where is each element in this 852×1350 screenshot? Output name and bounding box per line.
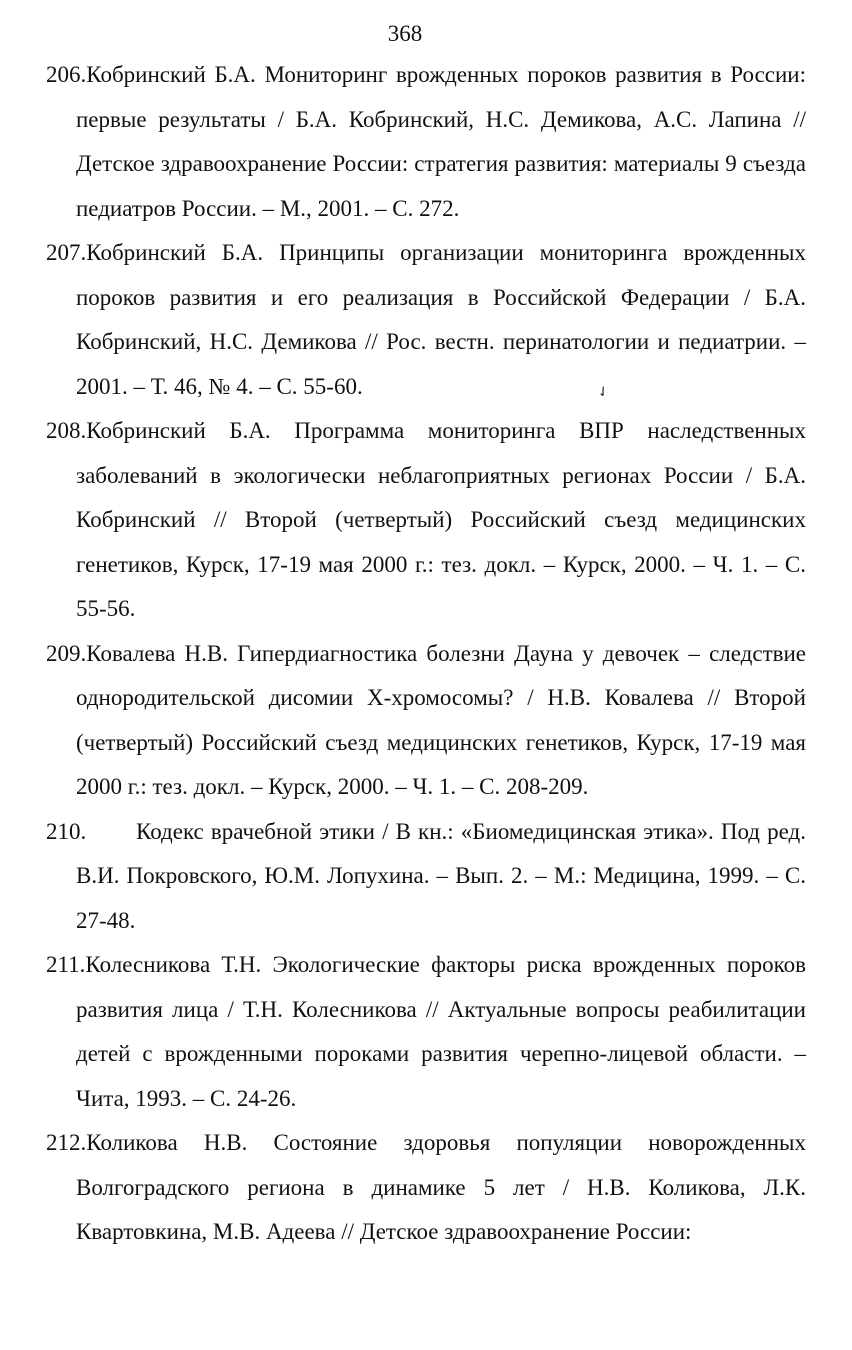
reference-number: 207. — [46, 240, 87, 265]
reference-item-210 — [46, 810, 806, 944]
reference-text: Кобринский Б.А. Принципы организации мониторинга врожденных пороков развития и его реализация в Российской Федерации / Б.А. Кобринский, Н.С. Демикова // Рос. вестн. перинатологии и педиатрии. – 2001. – Т. 46, № 4. – С. 55-60. — [76, 240, 806, 399]
reference-item-209 — [46, 632, 806, 810]
reference-number: 210. — [46, 818, 87, 844]
reference-item-207 — [46, 231, 806, 409]
stray-pen-mark: ✓ — [594, 382, 613, 403]
reference-number: 208. — [46, 418, 87, 443]
reference-number: 206. — [46, 62, 87, 87]
reference-text: Кобринский Б.А. Мониторинг врожденных пороков развития в России: первые результаты / Б.А. Кобринский, Н.С. Демикова, А.С. Лапина // Детское здравоохранение России: стратегия развития: материалы 9 съезда педиатров России. – М., 2001. – С. 272. — [76, 62, 806, 221]
reference-number: 212. — [46, 1130, 87, 1155]
reference-number: 211. — [46, 952, 86, 977]
reference-text: Ковалева Н.В. Гипердиагностика болезни Дауна у девочек – следствие однородительской дисомии Х-хромосомы? / Н.В. Ковалева // Второй (четвертый) Российский съезд медицинских генетиков, Курск, 17-19 мая 2000 г.: тез. докл. – Курск, 2000. – Ч. 1. – С. 208-209. — [76, 640, 806, 799]
reference-text: Кобринский Б.А. Программа мониторинга ВПР наследственных заболеваний в экологически неблагоприятных регионах России / Б.А. Кобринский // Второй (четвертый) Российский съезд медицинских генетиков, Курск, 17-19 мая 2000 г.: тез. докл. – Курск, 2000. – Ч. 1. – С. 55-56. — [76, 418, 806, 621]
reference-text: Кодекс врачебной этики / В кн.: «Биомедицинская этика». Под ред. В.И. Покровского, Ю.М. Лопухина. – Вып. 2. – М.: Медицина, 1999. – С. 27-48. — [76, 818, 806, 933]
reference-item-212 — [46, 1121, 806, 1255]
reference-item-208 — [46, 409, 806, 632]
reference-text: Коликова Н.В. Состояние здоровья популяции новорожденных Волгоградского региона в динамике 5 лет / Н.В. Коликова, Л.К. Квартовкина, М.В. Адеева // Детское здравоохранение России: — [76, 1130, 806, 1244]
reference-text: Колесникова Т.Н. Экологические факторы риска врожденных пороков развития лица / Т.Н. Колесникова // Актуальные вопросы реабилитации детей с врожденными пороками развития черепно-лицевой области. – Чита, 1993. – С. 24-26. — [76, 952, 806, 1111]
reference-list — [46, 53, 806, 1255]
reference-number: 209. — [46, 640, 87, 666]
reference-item-206 — [46, 53, 806, 231]
reference-item-211 — [46, 943, 806, 1121]
page-number: 368 — [387, 21, 423, 46]
